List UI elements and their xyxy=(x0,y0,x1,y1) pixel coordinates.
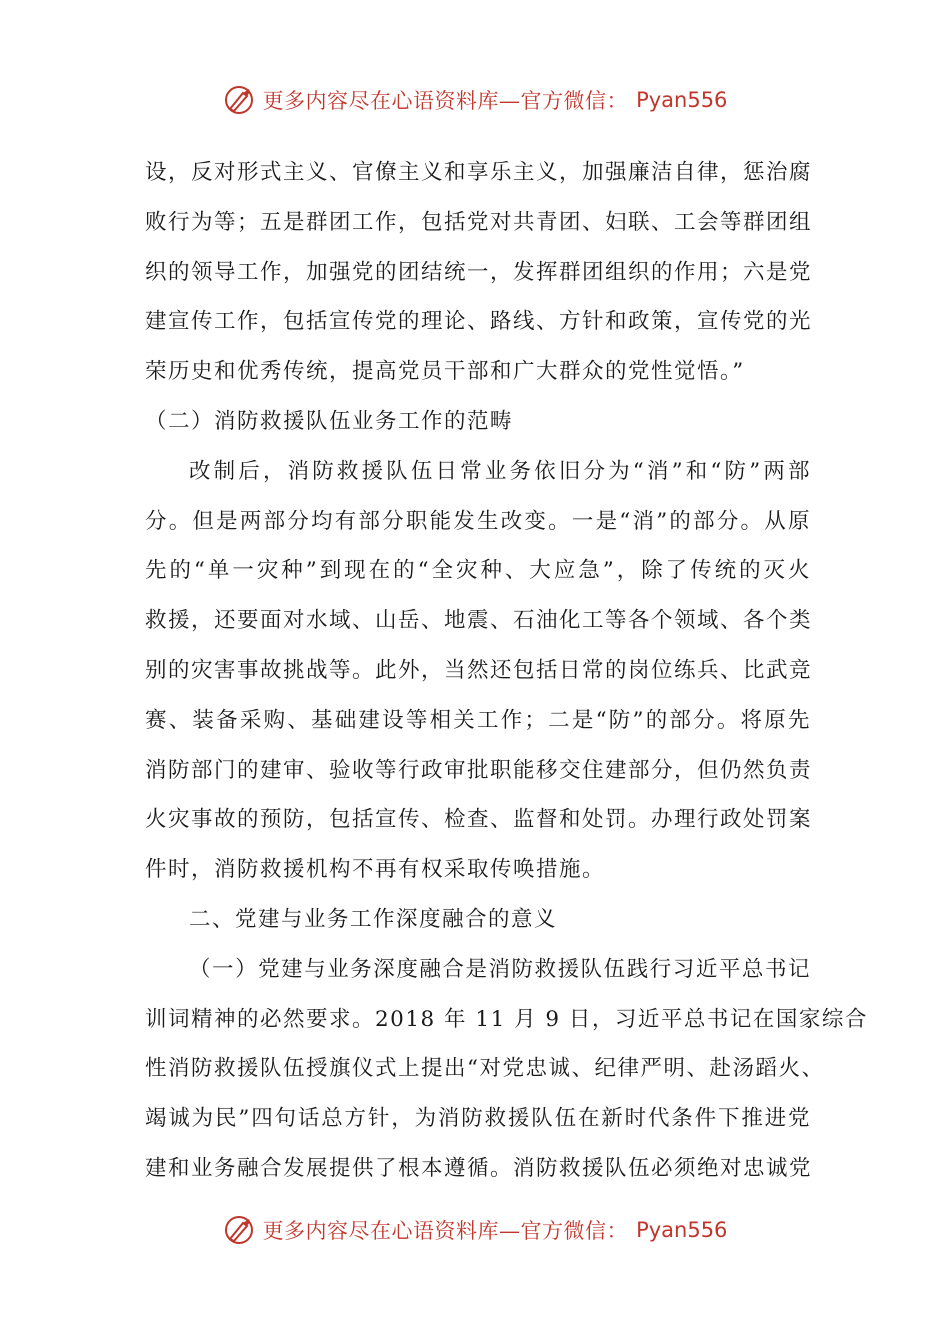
body-line: 别的灾害事故挑战等。此外，当然还包括日常的岗位练兵、比武竞 xyxy=(145,657,813,683)
banner-text: 更多内容尽在心语资料库—官方微信： xyxy=(262,89,629,113)
section-heading: 二、党建与业务工作深度融合的意义 xyxy=(189,906,558,932)
body-line: 救援，还要面对水域、山岳、地震、石油化工等各个领域、各个类 xyxy=(145,608,813,634)
body-line: 消防部门的建审、验收等行政审批职能移交住建部分，但仍然负责 xyxy=(145,757,813,783)
body-line: 荣历史和优秀传统，提高党员干部和广大群众的党性觉悟。” xyxy=(145,359,745,385)
body-line: 竭诚为民”四句话总方针，为消防救援队伍在新时代条件下推进党 xyxy=(145,1106,811,1132)
banner-text: 更多内容尽在心语资料库—官方微信： xyxy=(262,1219,629,1243)
body-line: 设，反对形式主义、官僚主义和享乐主义，加强廉洁自律，惩治腐 xyxy=(145,160,813,185)
body-line: 火灾事故的预防，包括宣传、检查、监督和处罚。办理行政处罚案 xyxy=(145,807,813,833)
body-line: （一）党建与业务深度融合是消防救援队伍践行习近平总书记 xyxy=(189,956,811,982)
body-line: 分。但是两部分均有部分职能发生改变。一是“消”的部分。从原 xyxy=(145,508,811,534)
section-heading: （二）消防救援队伍业务工作的范畴 xyxy=(145,408,514,434)
body-line: 训词精神的必然要求。2018 年 11 月 9 日，习近平总书记在国家综合 xyxy=(145,1006,868,1032)
body-line: 织的领导工作，加强党的团结统一，发挥群团组织的作用；六是党 xyxy=(145,259,813,285)
document-body xyxy=(145,148,868,1194)
body-line: 性消防救援队伍授旗仪式上提出“对党忠诚、纪律严明、赴汤蹈火、 xyxy=(145,1056,825,1082)
body-line: 赛、装备采购、基础建设等相关工作；二是“防”的部分。将原先 xyxy=(145,707,811,733)
footer-watermark-banner xyxy=(0,1214,950,1246)
banner-wechat-id: Pyan556 xyxy=(636,1218,728,1242)
body-line: 件时，消防救援机构不再有权采取传唤措施。 xyxy=(145,857,606,883)
pen-nib-logo-icon xyxy=(223,84,255,116)
body-line: 建和业务融合发展提供了根本遵循。消防救援队伍必须绝对忠诚党 xyxy=(145,1155,813,1181)
body-line: 先的“单一灾种”到现在的“全灾种、大应急”，除了传统的灭火 xyxy=(145,558,811,584)
body-line: 建宣传工作，包括宣传党的理论、路线、方针和政策，宣传党的光 xyxy=(145,309,813,335)
banner-wechat-id: Pyan556 xyxy=(636,88,728,112)
body-line: 败行为等；五是群团工作，包括党对共青团、妇联、工会等群团组 xyxy=(145,209,813,235)
body-line: 改制后，消防救援队伍日常业务依旧分为“消”和“防”两部 xyxy=(189,458,811,484)
header-watermark-banner xyxy=(0,84,950,116)
pen-nib-logo-icon xyxy=(223,1214,255,1246)
